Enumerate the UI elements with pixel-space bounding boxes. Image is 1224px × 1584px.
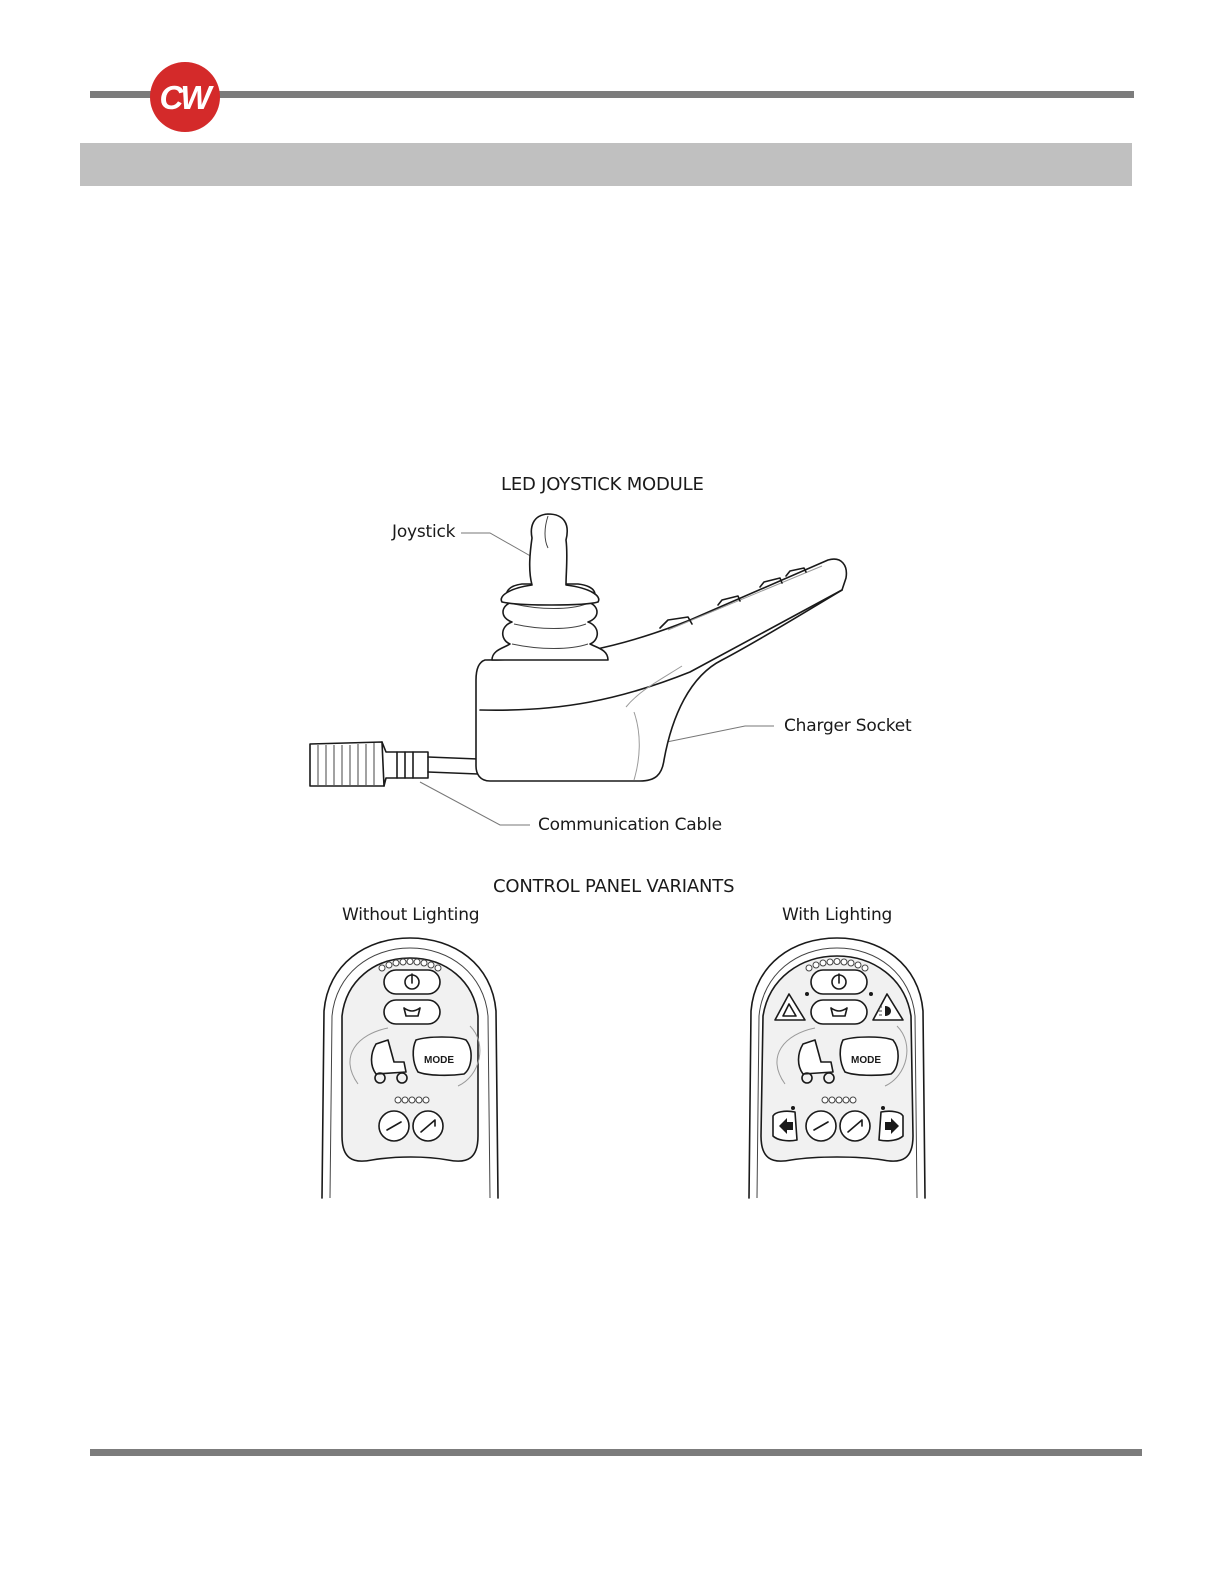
control-panel-without-lighting (318, 936, 502, 1201)
speed-up-button (413, 1111, 443, 1141)
joystick-module-title: LED JOYSTICK MODULE (501, 474, 704, 495)
variant-with-lighting-label: With Lighting (782, 905, 893, 925)
mode-label: MODE (424, 1055, 454, 1066)
speed-up-button (840, 1111, 870, 1141)
callout-charger-socket: Charger Socket (784, 716, 912, 736)
speed-down-button (806, 1111, 836, 1141)
horn-button (384, 1000, 440, 1024)
horn-button (811, 1000, 867, 1024)
leader-joystick (461, 533, 541, 562)
power-button (384, 970, 440, 994)
speed-down-button (379, 1111, 409, 1141)
speed-leds (395, 1097, 429, 1103)
power-button (811, 970, 867, 994)
joystick-knob (501, 514, 599, 605)
mode-button (413, 1037, 471, 1075)
control-panel-with-lighting (745, 936, 929, 1201)
logo-text: CW (159, 79, 209, 116)
leader-communication-cable (420, 782, 530, 825)
communication-cable (310, 742, 478, 786)
callout-communication-cable: Communication Cable (538, 815, 722, 835)
callout-joystick: Joystick (392, 522, 456, 542)
footer-rule (90, 1449, 1142, 1456)
mode-label: MODE (851, 1055, 881, 1066)
control-panel-variants-title: CONTROL PANEL VARIANTS (493, 876, 735, 897)
variant-without-lighting-label: Without Lighting (342, 905, 480, 925)
speed-leds (822, 1097, 856, 1103)
mode-button (840, 1037, 898, 1075)
